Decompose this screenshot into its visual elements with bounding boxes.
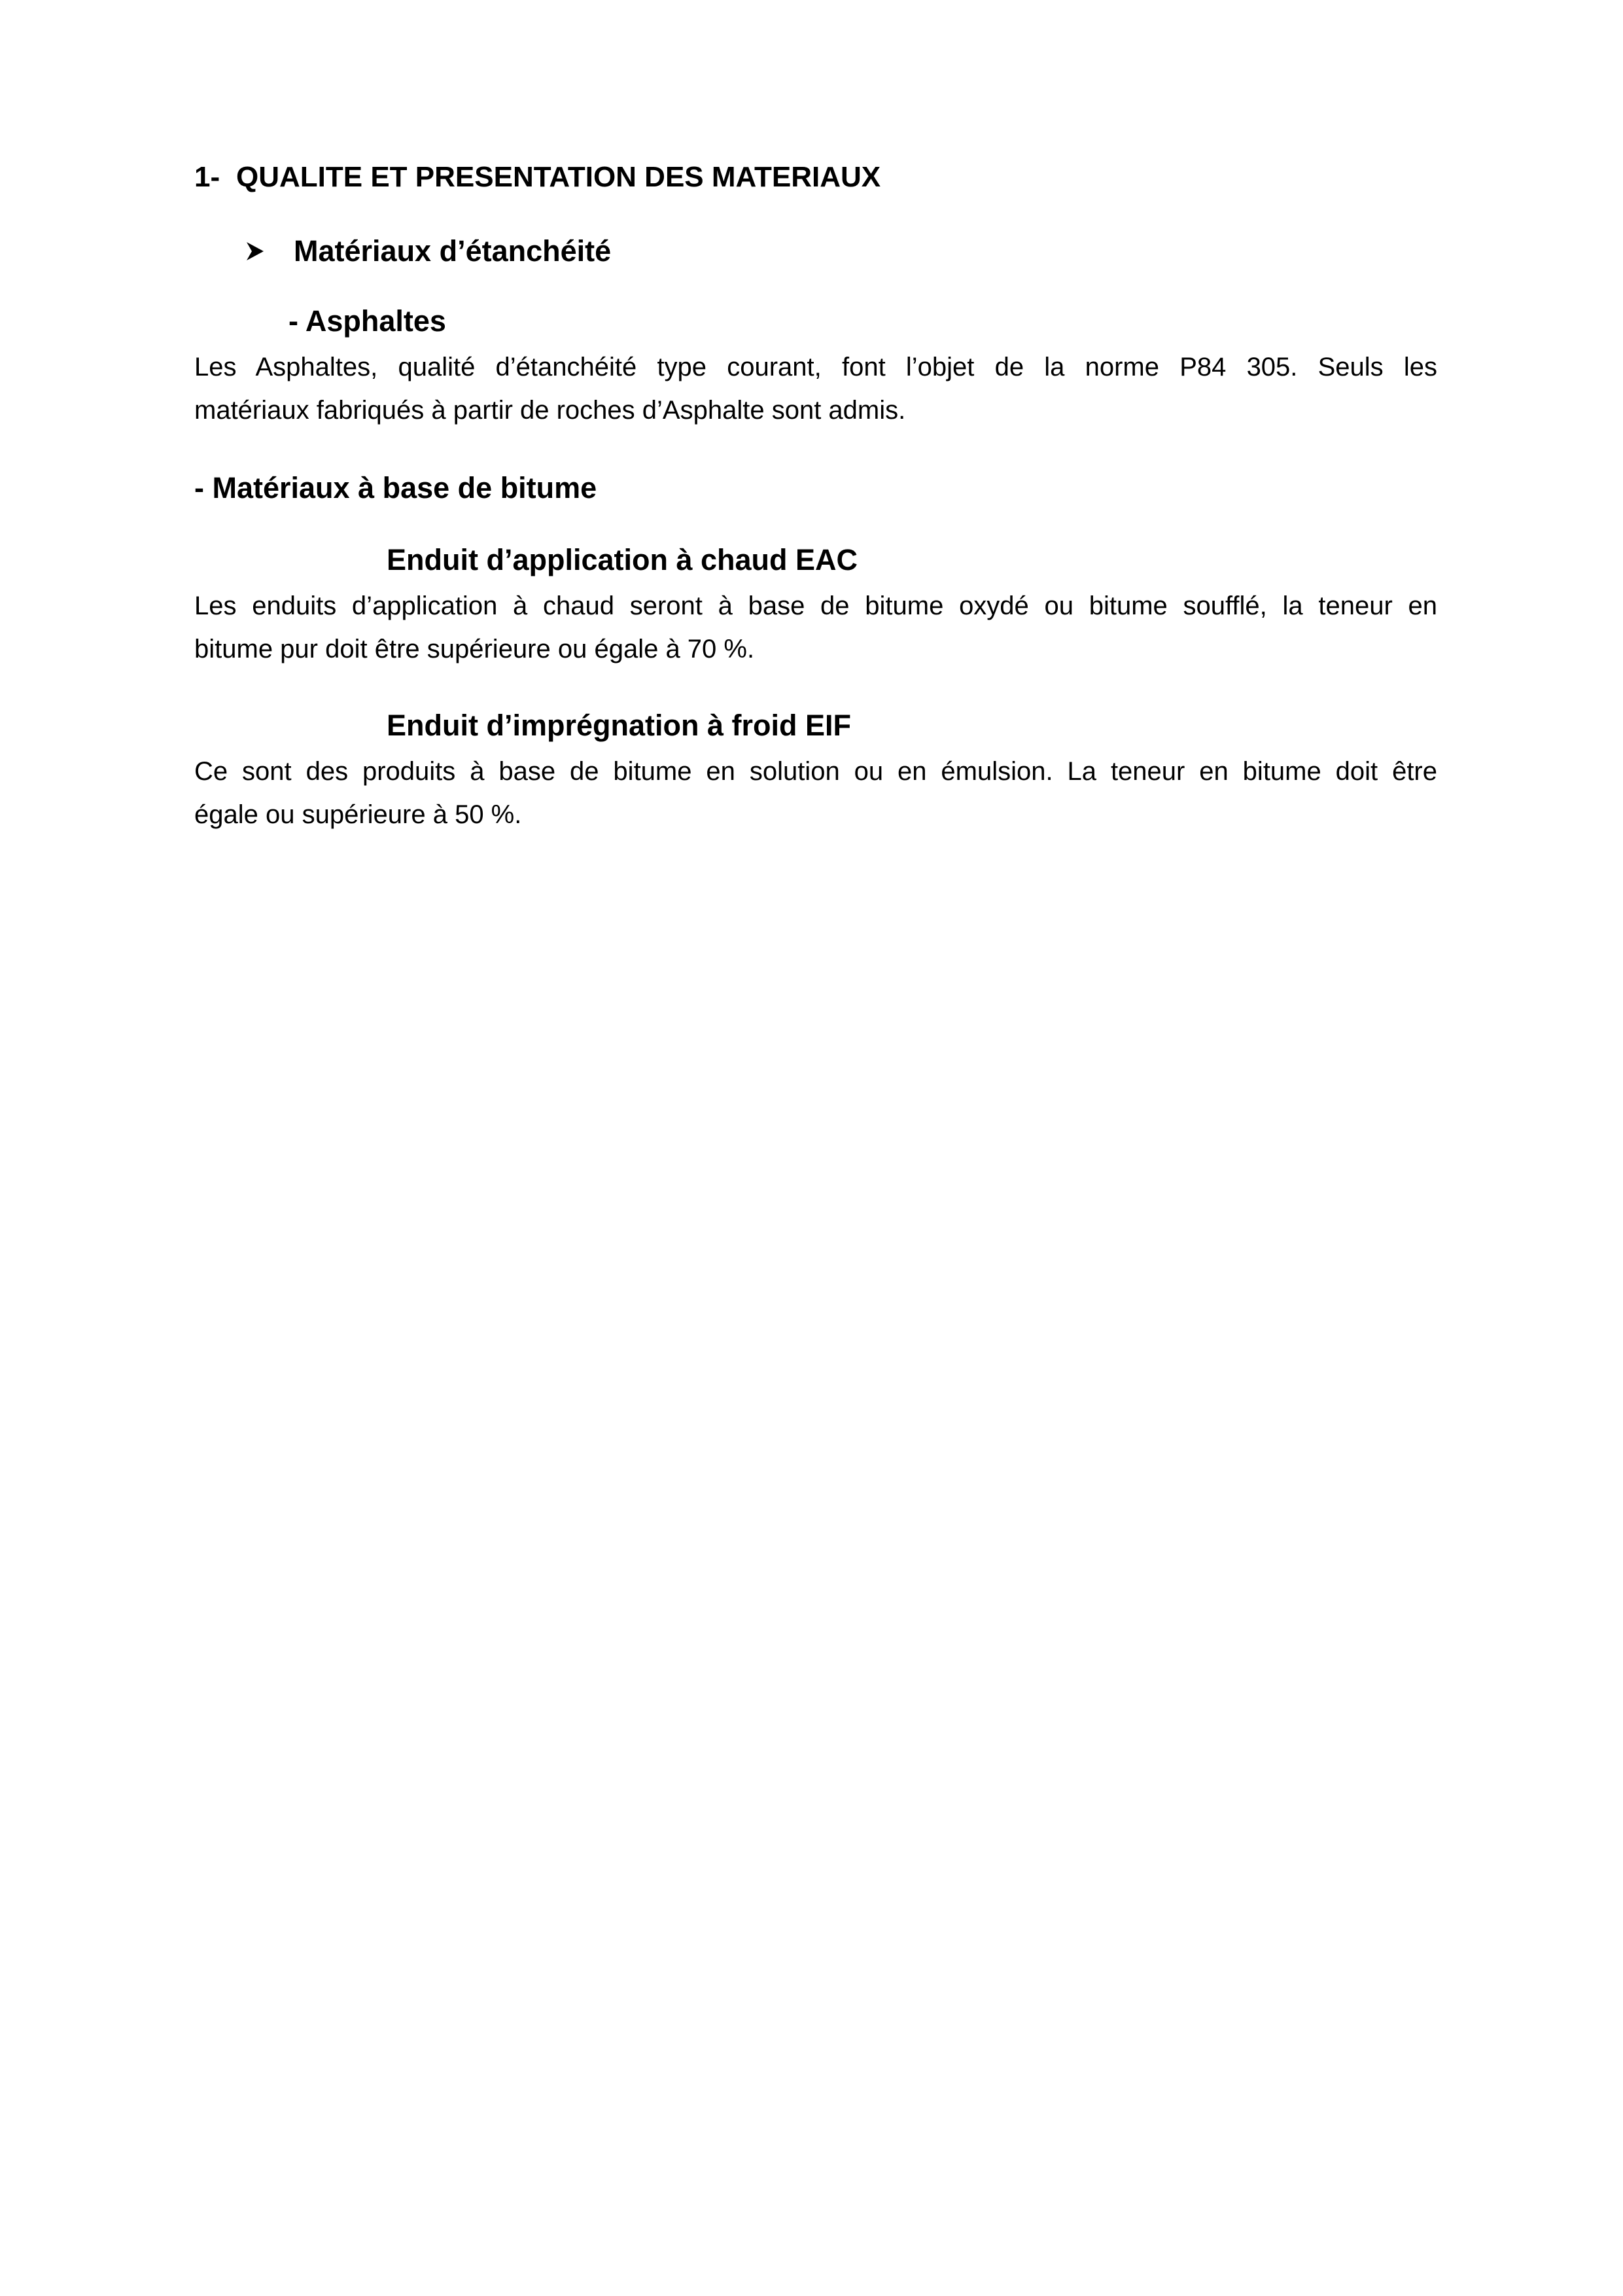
asphaltes-heading: - Asphaltes: [288, 304, 446, 338]
bullet-item-materiaux-etancheite: [245, 233, 611, 270]
section-heading: [194, 159, 881, 196]
paragraph-line: Les enduits d’application à chaud seront à base de bitume oxydé ou bitume soufflé, la teneur en: [194, 592, 1437, 620]
section-title: QUALITE ET PRESENTATION DES MATERIAUX: [236, 161, 881, 193]
bitume-heading: - Matériaux à base de bitume: [194, 471, 597, 504]
eif-paragraph: [194, 750, 1437, 836]
paragraph-line: Ce sont des produits à base de bitume en solution ou en émulsion. La teneur en bitume doit être: [194, 757, 1437, 786]
paragraph-line: Les Asphaltes, qualité d’étanchéité type courant, font l’objet de la norme P84 305. Seuls les: [194, 353, 1437, 381]
paragraph-line: bitume pur doit être supérieure ou égale à 70 %.: [194, 635, 755, 663]
section-number: 1-: [194, 161, 220, 193]
bullet-label: Matériaux d’étanchéité: [294, 234, 612, 268]
asphaltes-paragraph: [194, 345, 1437, 432]
paragraph-line: matériaux fabriqués à partir de roches d’Asphalte sont admis.: [194, 396, 906, 425]
paragraph-line: égale ou supérieure à 50 %.: [194, 800, 522, 829]
arrow-right-bullet-icon: [245, 241, 265, 262]
eif-heading: Enduit d’imprégnation à froid EIF: [387, 709, 851, 742]
eac-paragraph: [194, 584, 1437, 671]
eac-heading: Enduit d’application à chaud EAC: [387, 543, 858, 576]
